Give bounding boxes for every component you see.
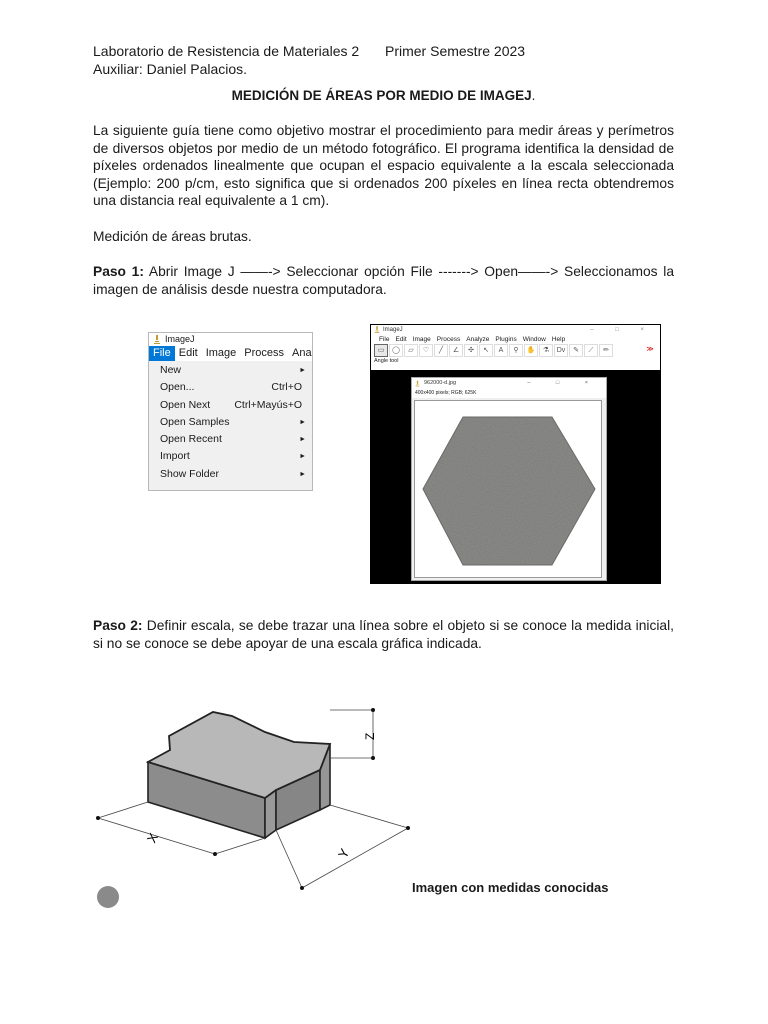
hand-tool-icon[interactable]: ✋ <box>524 344 538 357</box>
file-menu-dropdown <box>149 361 312 483</box>
header-assistant: Auxiliar: Daniel Palacios. <box>93 61 248 77</box>
step1-paragraph <box>93 263 674 298</box>
imagej-status: Angle tool <box>374 358 399 364</box>
menu-item-shortcut: Ctrl+Mayús+O <box>234 398 302 411</box>
polygon-tool-icon[interactable]: ▱ <box>404 344 418 357</box>
imagej-titlebar <box>371 325 660 335</box>
menu-help[interactable]: Help <box>551 336 566 343</box>
freehand-tool-icon[interactable]: ♡ <box>419 344 433 357</box>
point-tool-icon[interactable]: ✣ <box>464 344 478 357</box>
step2-text: Definir escala, se debe trazar una línea sobre el objeto si se conoce la medida inicial, si no se conoce se debe apoyar de una escala gráfica indicada. <box>93 618 674 651</box>
submenu-arrow-icon: ► <box>299 418 306 426</box>
menu-analyze[interactable]: Ana <box>292 347 312 359</box>
menu-item-label: Import <box>160 450 190 463</box>
menu-item-open[interactable] <box>149 379 312 396</box>
step1-label: Paso 1: <box>93 264 144 279</box>
zoom-tool-icon[interactable]: ⚲ <box>509 344 523 357</box>
intro-paragraph: La siguiente guía tiene como objetivo mostrar el procedimiento para medir áreas y perímetros de diversos objetos por medio de un método fotográfico. El programa identifica la densidad de píxeles ordenados linealmente que ocupan el espacio equivalente a la escala seleccionada (Ejemplo: 200 p/cm, esto significa que si ordenados 200 píxeles en línea recta obtendremos una distancia real equivalente a 1 cm). <box>93 123 674 209</box>
image-window-controls[interactable]: – □ × <box>527 380 600 386</box>
dimension-z-label: Z <box>363 732 377 740</box>
hexagonal-paver-photo <box>415 401 601 577</box>
menu-file[interactable]: File <box>379 336 390 343</box>
floating-action-button[interactable] <box>97 886 119 908</box>
rectangle-tool-icon[interactable]: ▭ <box>374 344 388 357</box>
menu-window-titlebar <box>149 333 312 346</box>
imagej-toolbar <box>371 344 660 357</box>
more-tools-icon[interactable]: ≫ <box>646 346 654 353</box>
menu-item-label: Open Next <box>160 398 211 411</box>
title-period: . <box>531 88 536 103</box>
menu-image[interactable]: Image <box>412 336 431 343</box>
text-tool-icon[interactable]: A <box>494 344 508 357</box>
imagej-main-window <box>371 325 660 370</box>
imagej-microscope-icon <box>153 335 161 344</box>
image-window-title: 962000-d.jpg <box>424 380 457 386</box>
menu-item-label: New <box>160 364 182 376</box>
figure-caption: Imagen con medidas conocidas <box>412 880 609 895</box>
menu-file[interactable]: File <box>149 346 175 361</box>
step1-text: Abrir Image J ——-> Seleccionar opción File -------> Open——-> Seleccionamos la imagen de análisis desde nuestra computadora. <box>93 264 675 297</box>
menu-edit[interactable]: Edit <box>395 336 407 343</box>
imagej-window-screenshot <box>370 324 661 584</box>
imagej-microscope-icon <box>374 326 380 333</box>
submenu-arrow-icon: ► <box>299 436 306 444</box>
step2-paragraph <box>93 617 674 652</box>
menu-item-shortcut: Ctrl+O <box>271 381 302 394</box>
imagej-microscope-icon <box>415 380 420 387</box>
menu-process[interactable]: Process <box>436 336 461 343</box>
submenu-arrow-icon: ► <box>299 470 306 478</box>
menu-window-title: ImageJ <box>165 334 195 344</box>
step2-label: Paso 2: <box>93 618 143 633</box>
menu-item-open-samples[interactable] <box>149 414 312 431</box>
title-text: MEDICIÓN DE ÁREAS POR MEDIO DE IMAGEJ <box>231 88 532 103</box>
section-heading: Medición de áreas brutas. <box>93 229 252 244</box>
wand-tool-icon[interactable]: ↖ <box>479 344 493 357</box>
menu-plugins[interactable]: Plugins <box>495 336 517 343</box>
angle-tool-icon[interactable]: ∠ <box>449 344 463 357</box>
menu-item-import[interactable] <box>149 448 312 465</box>
menu-process[interactable]: Process <box>244 347 285 359</box>
imagej-menu-screenshot <box>148 332 313 491</box>
menu-item-open-next[interactable] <box>149 397 312 414</box>
brush-tool-icon[interactable]: ⟋ <box>584 344 598 357</box>
image-window <box>411 377 607 581</box>
pencil-tool-icon[interactable]: ✏ <box>599 344 613 357</box>
menu-item-new[interactable] <box>149 362 312 379</box>
menu-item-label: Open Recent <box>160 433 222 446</box>
dimension-x-label: X <box>143 830 162 846</box>
header-course: Laboratorio de Resistencia de Materiales 2 <box>93 43 360 59</box>
dev-tool-icon[interactable]: Dv <box>554 344 568 357</box>
image-window-titlebar <box>412 378 606 389</box>
menu-edit[interactable]: Edit <box>178 347 198 359</box>
image-info: 400x400 pixels; RGB; 625K <box>412 389 606 398</box>
imagej-menubar <box>371 335 660 344</box>
menu-bar <box>149 346 312 361</box>
imagej-title: ImageJ <box>383 327 403 333</box>
line-tool-icon[interactable]: ╱ <box>434 344 448 357</box>
menu-image[interactable]: Image <box>205 347 237 359</box>
header-semester: Primer Semestre 2023 <box>385 43 526 59</box>
submenu-arrow-icon: ► <box>299 453 306 461</box>
menu-item-label: Open... <box>160 381 195 394</box>
menu-item-label: Show Folder <box>160 467 219 480</box>
oval-tool-icon[interactable]: ◯ <box>389 344 403 357</box>
paver-dimension-figure <box>90 678 420 900</box>
menu-item-open-recent[interactable] <box>149 431 312 448</box>
image-canvas[interactable] <box>414 400 602 578</box>
dimension-y-label: Y <box>335 846 353 861</box>
window-controls[interactable]: – □ × <box>590 327 654 333</box>
menu-window[interactable]: Window <box>522 336 546 343</box>
dropper-tool-icon[interactable]: ⚗ <box>539 344 553 357</box>
menu-item-show-folder[interactable] <box>149 466 312 483</box>
document-title <box>93 88 674 103</box>
menu-item-label: Open Samples <box>160 415 230 428</box>
submenu-arrow-icon: ► <box>299 367 306 374</box>
menu-analyze[interactable]: Analyze <box>466 336 490 343</box>
stacks-tool-icon[interactable]: ✎ <box>569 344 583 357</box>
